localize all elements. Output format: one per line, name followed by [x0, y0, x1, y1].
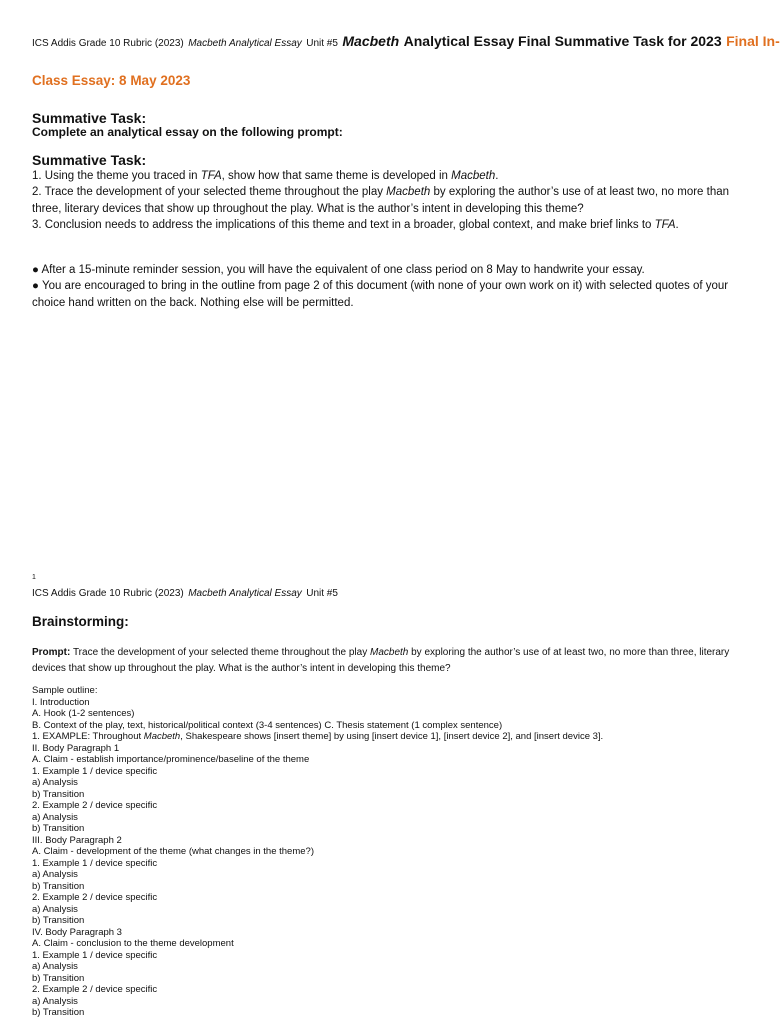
list-item: a) Analysis	[32, 869, 78, 880]
summative-heading-2: Summative Task:	[32, 152, 147, 168]
bullet-list	[32, 262, 737, 311]
summative-subheading: Complete an analytical essay on the following prompt:	[32, 125, 343, 139]
list-item: 2. Example 2 / device specific	[32, 984, 158, 995]
list-item: 2. Example 2 / device specific	[32, 892, 158, 903]
brainstorming-heading: Brainstorming:	[32, 614, 129, 629]
list-item: 1. Example 1 / device specific	[32, 765, 158, 777]
list-item: b) Transition	[32, 1007, 85, 1018]
list-item: b) Transition	[32, 823, 85, 834]
list-item: IV. Body Paragraph 3	[32, 926, 122, 938]
summative-heading-1: Summative Task:	[32, 110, 147, 126]
list-item: a) Analysis	[32, 777, 78, 788]
task-item-1: 1. Using the theme you traced in TFA, show how that same theme is developed in Macbeth.	[32, 170, 499, 182]
header-unit: Unit #5	[306, 38, 338, 49]
bullet-icon: ●	[32, 280, 39, 293]
list-item: b) Transition	[32, 915, 85, 926]
list-item: Sample outline:	[32, 685, 98, 696]
list-item: 1. EXAMPLE: Throughout Macbeth, Shakespeare shows [insert theme] by using [insert device 1], [insert device 2], and [insert device 3].	[32, 731, 604, 742]
list-item: A. Claim - conclusion to the theme development	[32, 938, 234, 949]
list-item: a) Analysis	[32, 961, 78, 972]
document-title: Analytical Essay Final Summative Task for 2023	[403, 33, 722, 49]
prompt-paragraph: Prompt: Trace the development of your selected theme throughout the play Macbeth by exploring the author’s use of at least two, no more than three, literary devices that show up throughout the play. What is the author’s intent in developing this theme?	[32, 647, 730, 674]
title-italic: Macbeth	[342, 33, 400, 49]
bullet-item: ● You are encouraged to bring in the outline from page 2 of this document (with none of your own work on it) with selected quotes of your choice hand written on the back. Nothing else will be permitted.	[32, 280, 729, 309]
list-item: b) Transition	[32, 788, 85, 800]
list-item: A. Claim - development of the theme (what changes in the theme?)	[32, 846, 314, 857]
page2-header: ICS Addis Grade 10 Rubric (2023) Macbeth Analytical Essay Unit #5	[32, 588, 338, 599]
list-item: A. Claim - establish importance/prominence/baseline of the theme	[32, 754, 310, 765]
list-item: b) Transition	[32, 880, 85, 892]
header-unit-italic: Macbeth Analytical Essay	[188, 38, 302, 49]
page1-header	[32, 33, 780, 51]
list-item: I. Introduction	[32, 696, 90, 708]
bullet-icon: ●	[32, 264, 39, 276]
list-item: III. Body Paragraph 2	[32, 834, 122, 846]
sample-outline	[32, 685, 742, 1019]
title-final-in: Final In-	[726, 33, 780, 49]
list-item: 1. Example 1 / device specific	[32, 949, 158, 961]
prompt-label: Prompt:	[32, 647, 71, 658]
task-item-2: 2. Trace the development of your selected theme throughout the play Macbeth by exploring the author’s use of at least two, no more than three, literary devices that show up throughout the play. What is the author’s intent in developing this theme?	[32, 186, 730, 215]
class-essay-date: Class Essay: 8 May 2023	[32, 73, 191, 88]
bullet-item: ● After a 15-minute reminder session, you will have the equivalent of one class period on 8 May to handwrite your essay.	[32, 264, 645, 276]
list-item: A. Hook (1-2 sentences)	[32, 708, 135, 719]
list-item: b) Transition	[32, 972, 85, 984]
task-item-3: 3. Conclusion needs to address the implications of this theme and text in a broader, global context, and make brief links to TFA.	[32, 219, 679, 232]
header-course: ICS Addis Grade 10 Rubric (2023)	[32, 38, 184, 49]
list-item: B. Context of the play, text, historical/political context (3-4 sentences) C. Thesis statement (1 complex sentence)	[32, 719, 503, 731]
list-item: 2. Example 2 / device specific	[32, 800, 158, 811]
list-item: a) Analysis	[32, 811, 78, 823]
list-item: a) Analysis	[32, 995, 78, 1007]
list-item: a) Analysis	[32, 903, 78, 915]
page-number: 1	[32, 574, 36, 581]
task-list	[32, 168, 737, 234]
list-item: 1. Example 1 / device specific	[32, 857, 158, 869]
list-item: II. Body Paragraph 1	[32, 742, 120, 754]
